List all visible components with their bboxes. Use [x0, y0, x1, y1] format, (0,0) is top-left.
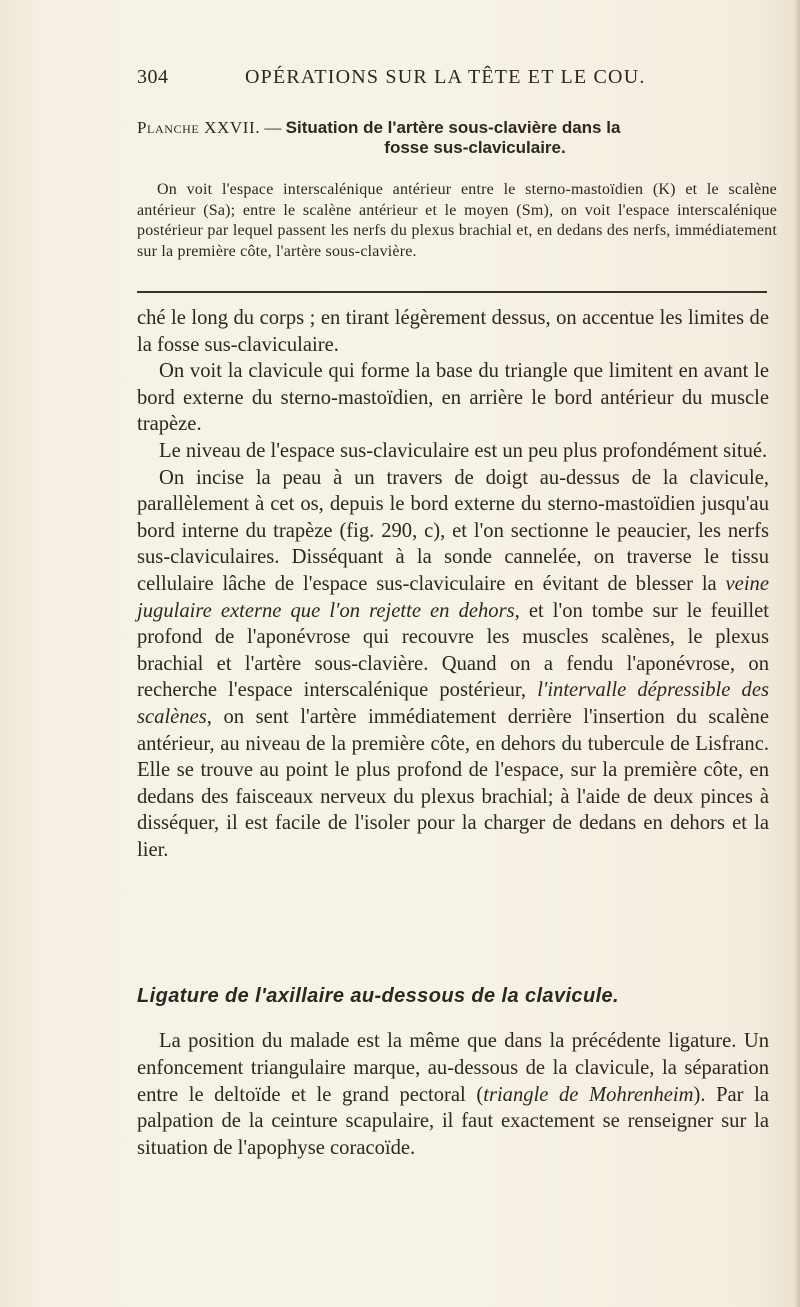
section-heading: Ligature de l'axillaire au-dessous de la clavicule. [137, 985, 620, 1007]
caption-title [137, 118, 777, 158]
section-italic: triangle de Mohrenheim [483, 1083, 694, 1106]
caption-title-line2: fosse sus-claviculaire. [384, 138, 566, 157]
main-text [137, 305, 769, 863]
page-header [137, 66, 767, 94]
section-text-a: La position du malade est la même que dans la précédente ligature. Un enfoncement triangulaire marque, au-dessous de la clavicule, la séparation entre le deltoïde et le grand pectoral ( [137, 1030, 769, 1106]
plate-label: Planche XXVII. [137, 118, 261, 137]
page-edge-shadow [794, 0, 800, 1307]
paragraph-1: ché le long du corps ; en tirant légèrement dessus, on accentue les limites de la fosse sus-claviculaire. [137, 307, 769, 356]
paragraph-4-italic-1: veine jugulaire externe que l'on rejette en dehors [137, 572, 769, 622]
plate-caption [137, 118, 777, 262]
paragraph-4-text-c: , on sent l'artère immédiatement derrière l'insertion du scalène antérieur, au niveau de la première côte, en dehors du tubercule de Lisfranc. Elle se trouve au point le plus profond de l'espace, sur la première côte, en dedans des faisceaux nerveux du plexus brachial; à l'aide de deux pinces à disséquer, il est facile de l'isoler pour la charger de dedans en dehors et la lier. [137, 705, 769, 861]
section-text [137, 1028, 769, 1162]
paragraph-4-italic-2: l'intervalle dépressible des scalènes [137, 679, 769, 728]
caption-dash: — [264, 118, 282, 137]
section-paragraph-1 [137, 1028, 769, 1162]
paragraph-4-text-a: On incise la peau à un travers de doigt au-dessus de la clavicule, parallèlement à cet os, depuis le bord externe du sterno-mastoïdien jusqu'au bord interne du trapèze (fig. 290, c), et l'on sectionne le peaucier, les nerfs sus-claviculaires. Disséquant à la sonde cannelée, on traverse le tissu cellulaire lâche de l'espace sus-claviculaire en évitant de blesser la [137, 466, 769, 595]
paragraph-4-text-b: , et l'on tombe sur le feuillet profond de l'aponévrose qui recouvre les muscles scalènes, le plexus brachial et l'artère sous-clavière. Quand on a fendu l'aponévrose, on recherche l'espace interscalénique postérieur, [137, 599, 769, 702]
section-text-b: ). Par la palpation de la ceinture scapulaire, il faut exactement se renseigner sur la situation de l'apophyse coracoïde. [137, 1083, 769, 1160]
page-number: 304 [137, 66, 169, 88]
separator-rule [137, 291, 767, 293]
running-head: OPÉRATIONS SUR LA TÊTE ET LE COU. [245, 66, 646, 88]
caption-title-line1: Situation de l'artère sous-clavière dans la [285, 118, 621, 137]
paragraph-3: Le niveau de l'espace sus-claviculaire est un peu plus profondément situé. [159, 439, 768, 462]
caption-text: On voit l'espace interscalénique antérieur entre le sterno-mastoïdien (K) et le scalène antérieur (Sa); entre le scalène antérieur et le moyen (Sm), on voit l'espace interscalénique postérieur par lequel passent les nerfs du plexus brachial et, en dedans des nerfs, immédiatement sur la première côte, l'artère sous-clavière. [137, 181, 777, 260]
paragraph-2: On voit la clavicule qui forme la base du triangle que limitent en avant le bord externe du sterno-mastoïdien, en arrière le bord antérieur du muscle trapèze. [137, 360, 769, 436]
paragraph-4 [137, 465, 769, 864]
